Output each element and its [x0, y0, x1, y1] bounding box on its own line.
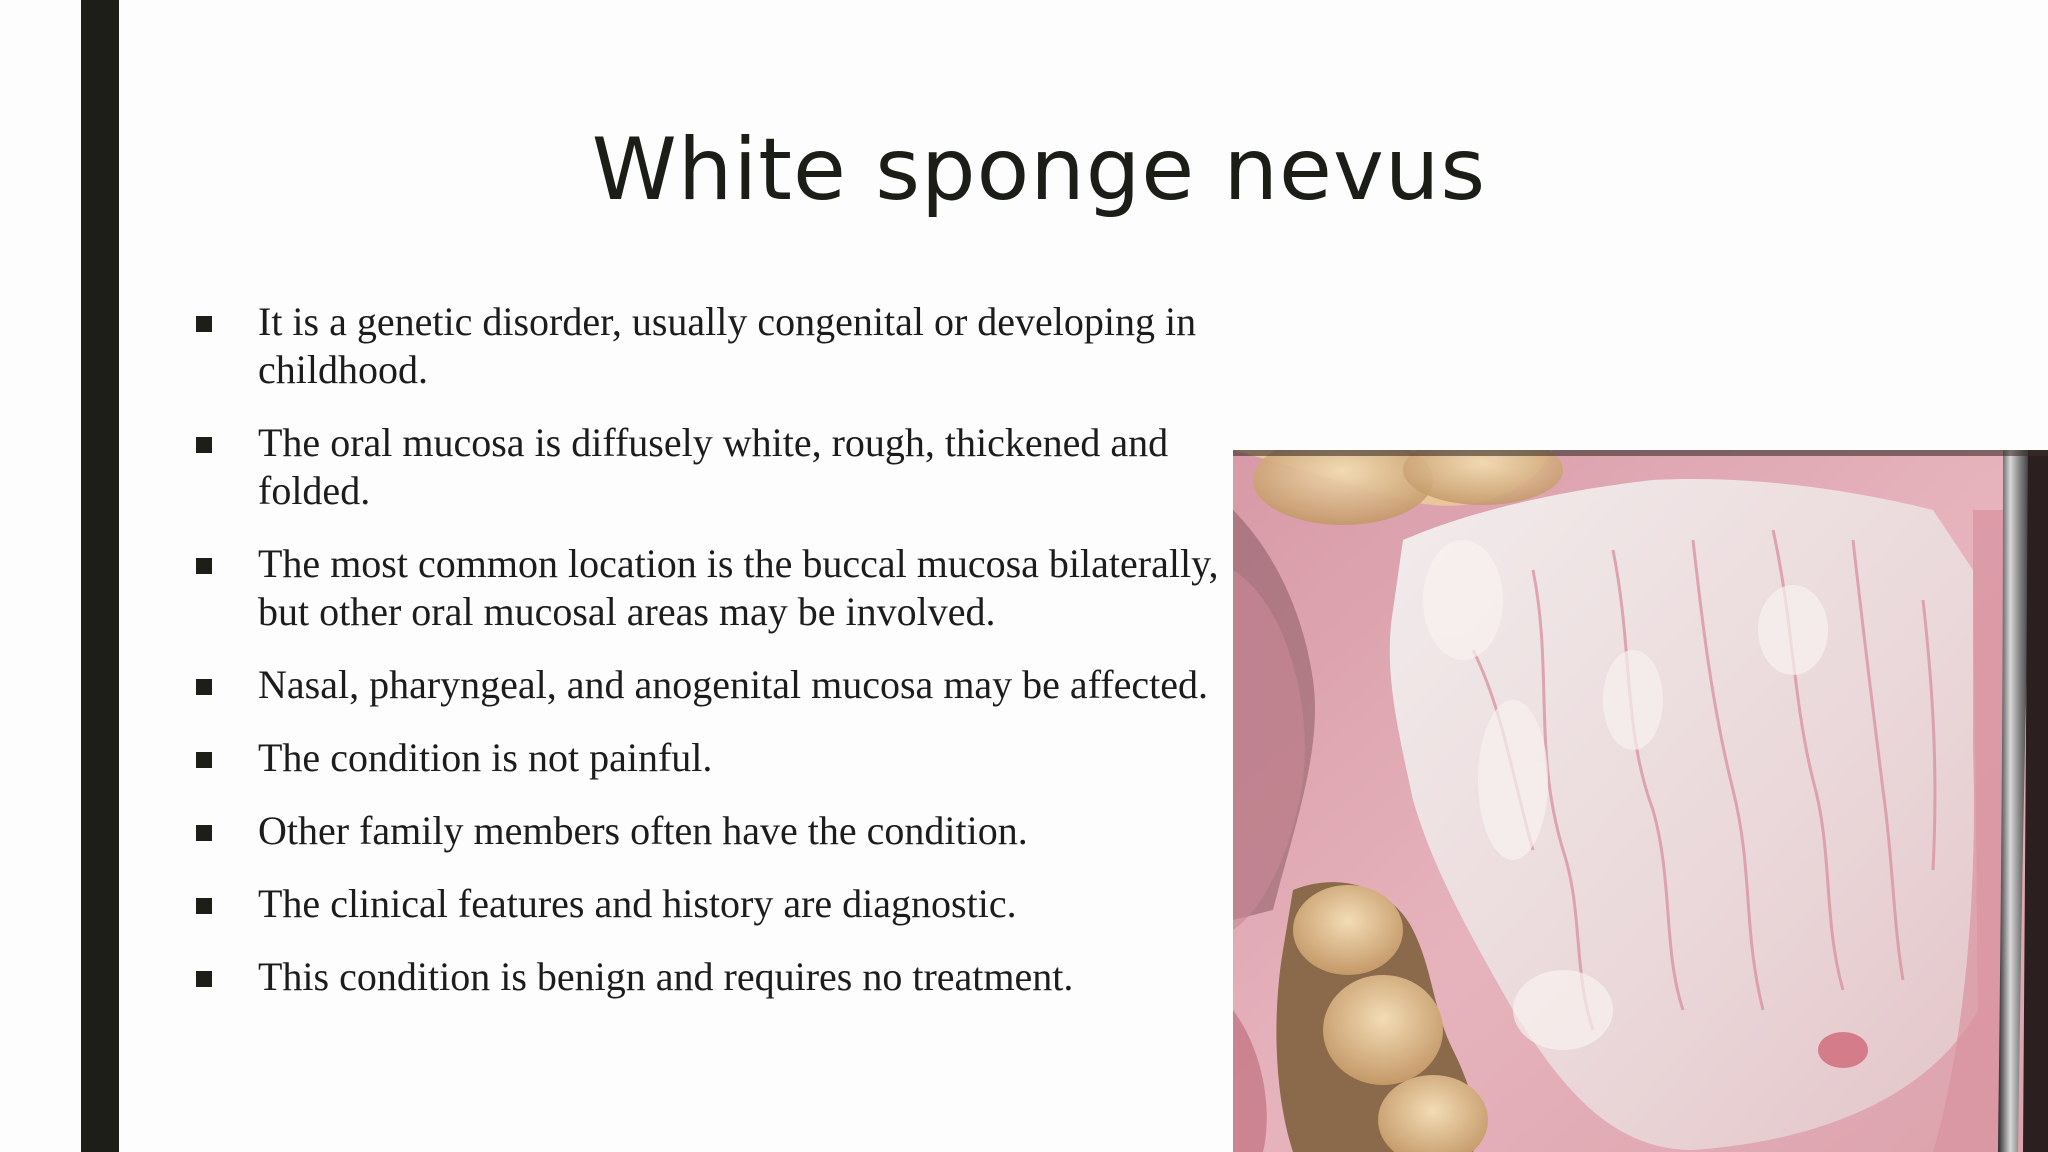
clinical-photo — [1233, 450, 2048, 1152]
bullet-text: Nasal, pharyngeal, and anogenital mucosa may be affected. — [258, 662, 1208, 707]
bullet-item — [194, 953, 1234, 1001]
bullet-item — [194, 540, 1234, 636]
bullet-text: The clinical features and history are diagnostic. — [258, 881, 1017, 926]
square-bullet-icon — [196, 316, 212, 332]
bullet-text: The condition is not painful. — [258, 735, 713, 780]
bullet-text: The most common location is the buccal mucosa bilaterally, but other oral mucosal areas may be involved. — [258, 541, 1219, 634]
bullet-item — [194, 419, 1234, 515]
slide-title: White sponge nevus — [591, 120, 1487, 220]
square-bullet-icon — [196, 825, 212, 841]
accent-bar — [81, 0, 119, 1152]
bullet-item — [194, 298, 1234, 394]
bullet-item — [194, 734, 1234, 782]
oral-mucosa-photo-illustration — [1233, 450, 2048, 1152]
bullet-item — [194, 880, 1234, 928]
bullet-text: Other family members often have the condition. — [258, 808, 1028, 853]
square-bullet-icon — [196, 898, 212, 914]
bullet-item — [194, 661, 1234, 709]
bullet-text: It is a genetic disorder, usually congenital or developing in childhood. — [258, 299, 1197, 392]
square-bullet-icon — [196, 971, 212, 987]
bullet-text: The oral mucosa is diffusely white, rough, thickened and folded. — [258, 420, 1169, 513]
square-bullet-icon — [196, 752, 212, 768]
square-bullet-icon — [196, 437, 212, 453]
square-bullet-icon — [196, 679, 212, 695]
bullet-list — [194, 298, 1234, 1026]
bullet-text: This condition is benign and requires no treatment. — [258, 954, 1074, 999]
square-bullet-icon — [196, 558, 212, 574]
bullet-item — [194, 807, 1234, 855]
